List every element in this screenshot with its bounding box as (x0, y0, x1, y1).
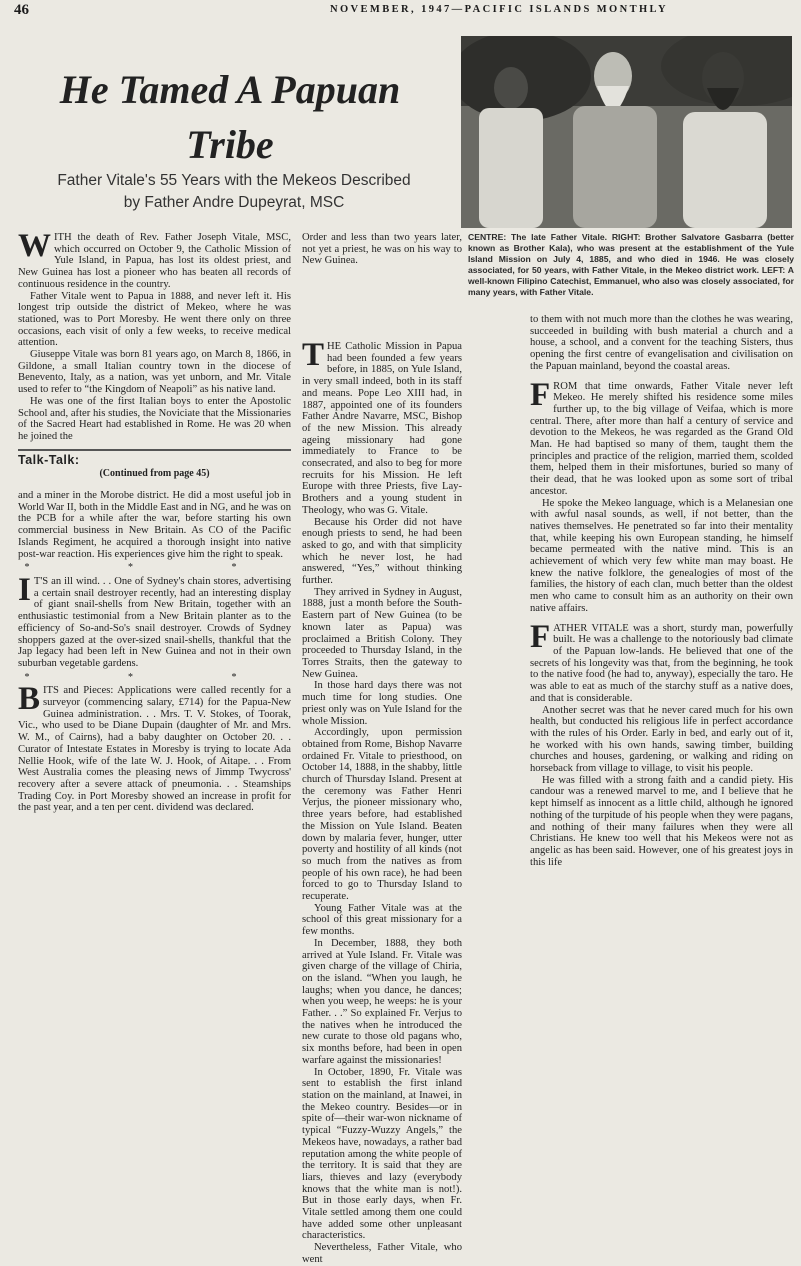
paragraph: Accordingly, upon permission obtained from Rome, Bishop Navarre ordained Fr. Vitale to priesthood, on October 14, 1888, in the shabby, little church of Thursday Island. Present at the ceremony was Father Henri Verjus, the pioneer missionary who, three years before, had established the Mission on Yule Island. Beaten down by malaria fever, hunger, utter poverty and hostility of all kinds (not so much from the natives as from people of his own race), he had been forced to go to Thursday Island to recuperate. (302, 727, 462, 903)
paragraph: Another secret was that he never cared much for his own health, but conducted his religious life in perfect accordance with the rules of his Order. Early in bed, and early out of it, he worked with his own hands, sawing timber, building churches and houses, gardening, or walking and riding on horseback from village to village, to visit his people. (530, 704, 793, 775)
paragraph: In those hard days there was not much time for long studies. One priest only was on Yule Island for the whole Mission. (302, 680, 462, 727)
paragraph: He was one of the first Italian boys to enter the Apostolic School and, after his studies, the Noviciate that the Missionaries of the Sacred Heart had established in Rome. He was 20 when he joined the (18, 395, 291, 442)
article-title (40, 62, 420, 172)
page-header (0, 2, 801, 20)
drop-cap: T (302, 337, 325, 373)
paragraph: FROM that time onwards, Father Vitale never left Mekeo. He merely shifted his residence some miles further up, to the big village of Veifaa, which is more central. There, after more than half a century of service and devotion to the Mekeos, he was regarded as the Grand Old Man. He had baptised so many of them, taught them the principles and practice of the religion, married them, scolded them, helped them in their misfortunes, buried so many of their dead, that he was looked upon as some sort of tribal ancestor. (530, 376, 793, 497)
column-2-top (302, 232, 462, 267)
drop-cap: I (18, 571, 31, 608)
paragraph: He was filled with a strong faith and a candid piety. His candour was a renewed marvel to me, and I believe that he kept himself as innocent as a little child, although he ignored nothing of the turpitude of his people when they were pagans, and nothing of their many failures when they were all Christians. He knew too well that his Mekeos were not as angelic as has been said. However, one of his greatest joys in this life (530, 774, 793, 868)
paragraph: Young Father Vitale was at the school of this great missionary for a few months. (302, 902, 462, 938)
paragraph: Nevertheless, Father Vitale, who went (302, 1242, 462, 1265)
section-heading: Talk-Talk: (18, 452, 80, 467)
article-title-line2: Tribe (186, 122, 274, 167)
divider (18, 449, 291, 451)
drop-cap: F (530, 376, 551, 413)
paragraph: In October, 1890, Fr. Vitale was sent to establish the first inland station on the mainland, at Inawei, in the Mekeo country. Besides—or in spite of—their war-won nickname of typical “Fuzzy-Wuzzy Angels,” the Mekeos have, nowadays, a rather bad reputation among the white people of the territory. It is said that they are liars, thieves and lazy (everybody knows that the white man is not!). But in those early days, when Fr. Vitale settled among them one could have added some other unpleasant characteristics. (302, 1066, 462, 1242)
drop-cap: F (530, 618, 551, 655)
drop-cap: W (18, 228, 51, 264)
article-photo (461, 36, 792, 228)
article-subtitle (14, 170, 454, 214)
continued-note: (Continued from page 45) (99, 468, 210, 480)
paragraph: THE Catholic Mission in Papua had been founded a few years before, in 1885, on Yule Island, in very small indeed, both in its staff and means. Pope Leo XIII had, in 1887, appointed one of its founders Father Andre Navarre, MSC, Bishop of the new Mission. This already ageing missionary had gone immediately to France to be consecrated, and also to beg for more recruits for his Mission. He left Europe with three Priests, five Lay-Brothers and a young student in Theology, who was G. Vitale. (302, 337, 462, 516)
paragraph: BITS and Pieces: Applications were called recently for a surveyor (commencing salary, £714) for the Papua-New Guinea administration. . . Mrs. T. V. Stokes, of Toorak, Vic., who used to be Diane Dupain (daughter of Mr. and Mrs. W. M., of Cairns), had a baby daughter on October 20. . . Curator of Intestate Estates in Moresby is trying to locate Ada Nellie Hook, wife of the late W. J. Hook, of Aitape. . . From West Australia comes the pleasing news of Jimmp Twycross' recovery after a severe attack of pneumonia. . . Steamships Trading Coy. in Port Moresby showed an increase in profit for the past year, and a ten per cent. dividend was declared. (18, 681, 291, 814)
paragraph: Father Vitale went to Papua in 1888, and never left it. His longest trip outside the district of Mekeo, where he was stationed, was to Port Moresby. He went there only on three occasions, each visit of only a few weeks, to receive medical attention. (18, 290, 291, 349)
paragraph: Order and less than two years later, not yet a priest, he was on his way to New Guinea. (302, 232, 462, 267)
separator-stars: * * * (24, 671, 285, 683)
column-1 (18, 228, 291, 814)
column-3 (530, 314, 793, 868)
page-number: 46 (14, 2, 29, 18)
paragraph: WITH the death of Rev. Father Joseph Vitale, MSC, which occurred on October 9, the Catholic Mission of Yule Island, in Papua, has lost its oldest priest, and New Guinea has lost a pioneer who has beaten all records of continuous residence in the country. (18, 228, 291, 290)
article-subtitle-line2: by Father Andre Dupeyrat, MSC (123, 194, 345, 211)
paragraph: to them with not much more than the clothes he was wearing, succeeded in building with bush material a church and a house, a school, and a convent for the teaching Sisters, thus opening the first centre of evangelisation and civilisation on the Papuan mainland, beyond the coastal areas. (530, 314, 793, 372)
paragraph: FATHER VITALE was a short, sturdy man, powerfully built. He was a challenge to the notoriously bad climate of the Papuan low-lands. He believed that one of the secrets of his longevity was that, from the beginning, he took to the native food (he had to, anyway), especially the taro. He was able to eat as much of the starchy stuff as a native does, and that is considerable. (530, 618, 793, 704)
article-title-line1: He Tamed A Papuan (59, 67, 401, 112)
paragraph: They arrived in Sydney in August, 1888, just a month before the South-Eastern part of New Guinea (to be known later as Papua) was proclaimed a British Colony. They proceeded to Thursday Island, in the Torres Straits, then the gateway to New Guinea. (302, 586, 462, 680)
separator-stars: * * * (24, 562, 285, 574)
photo-three-men-image (461, 36, 792, 228)
paragraph: Because his Order did not have enough priests to send, he had been asked to go, and with that simplicity which he never lost, he had answered, “Yes,” without thinking further. (302, 516, 462, 587)
photo-caption: CENTRE: The late Father Vitale. RIGHT: Brother Salvatore Gasbarra (better known as Brother Kala), who was present at the establishment of the Yule Island Mission on July 4, 1885, and who died in 1946. He was closely associated, for 50 years, with Father Vitale, in the Mekeo district work. LEFT: A well-known Filipino Catechist, Emmanuel, who also was closely associated, for many years, with Father Vitale. (468, 232, 794, 297)
paragraph: Giuseppe Vitale was born 81 years ago, on March 8, 1866, in Gildone, a small Italian country town in the diocese of Benevento, Italy, as a nation, was yet unborn, and Mr. Vitale used to refer to “the Kingdom of Neapoli” as his native land. (18, 349, 291, 396)
paragraph: and a miner in the Morobe district. He did a most useful job in World War II, both in the Middle East and in NG, and he was on the PCB for a while after the war, before starting his own commercial business in New Britain. As CO of the Pacific Islands Regiment, he acquired a thorough insight into native post-war reaction. His experiences give him the right to speak. (18, 490, 291, 560)
column-2 (302, 337, 462, 1266)
article-subtitle-line1: Father Vitale's 55 Years with the Mekeos Described (57, 172, 411, 189)
drop-cap: B (18, 681, 41, 718)
paragraph: In December, 1888, they both arrived at Yule Island. Fr. Vitale was given charge of the village of Chiria, on the island. “When you laugh, he laughs; when you dance, he dances; when you weep, he weeps: he is your Father. . .” So explained Fr. Verjus to the natives when he introduced the new curate to those old pagans who, six months before, had been in open warfare against the missionaries! (302, 937, 462, 1066)
paragraph: I T'S an ill wind. . . One of Sydney's chain stores, advertising a certain snail destroyer recently, had an interesting display of giant snail-shells from New Britain, together with an enthusiastic testimonial from a New Britain planter as to the efficiency of So-and-So's snail destroyer. Crowds of Sydney shoppers gazed at the over-sized snail-shells, thankful that the Jap legacy had been left in New Guinea and not in their own suburban vegetable gardens. (18, 571, 291, 669)
paragraph: He spoke the Mekeo language, which is a Melanesian one with awful nasal sounds, as well, if not better, than the natives themselves. He penetrated so far into their mentality that, while keeping his own European standing, he himself became permeated with the native mind. This is an achievement of which very few white man may boast. He knew the native folklore, the genealogies of most of the families, the history of each clan, much better than the oldest men who came to consult him as an authority on their own native affairs. (530, 497, 793, 614)
running-head: NOVEMBER, 1947—PACIFIC ISLANDS MONTHLY (330, 4, 668, 15)
